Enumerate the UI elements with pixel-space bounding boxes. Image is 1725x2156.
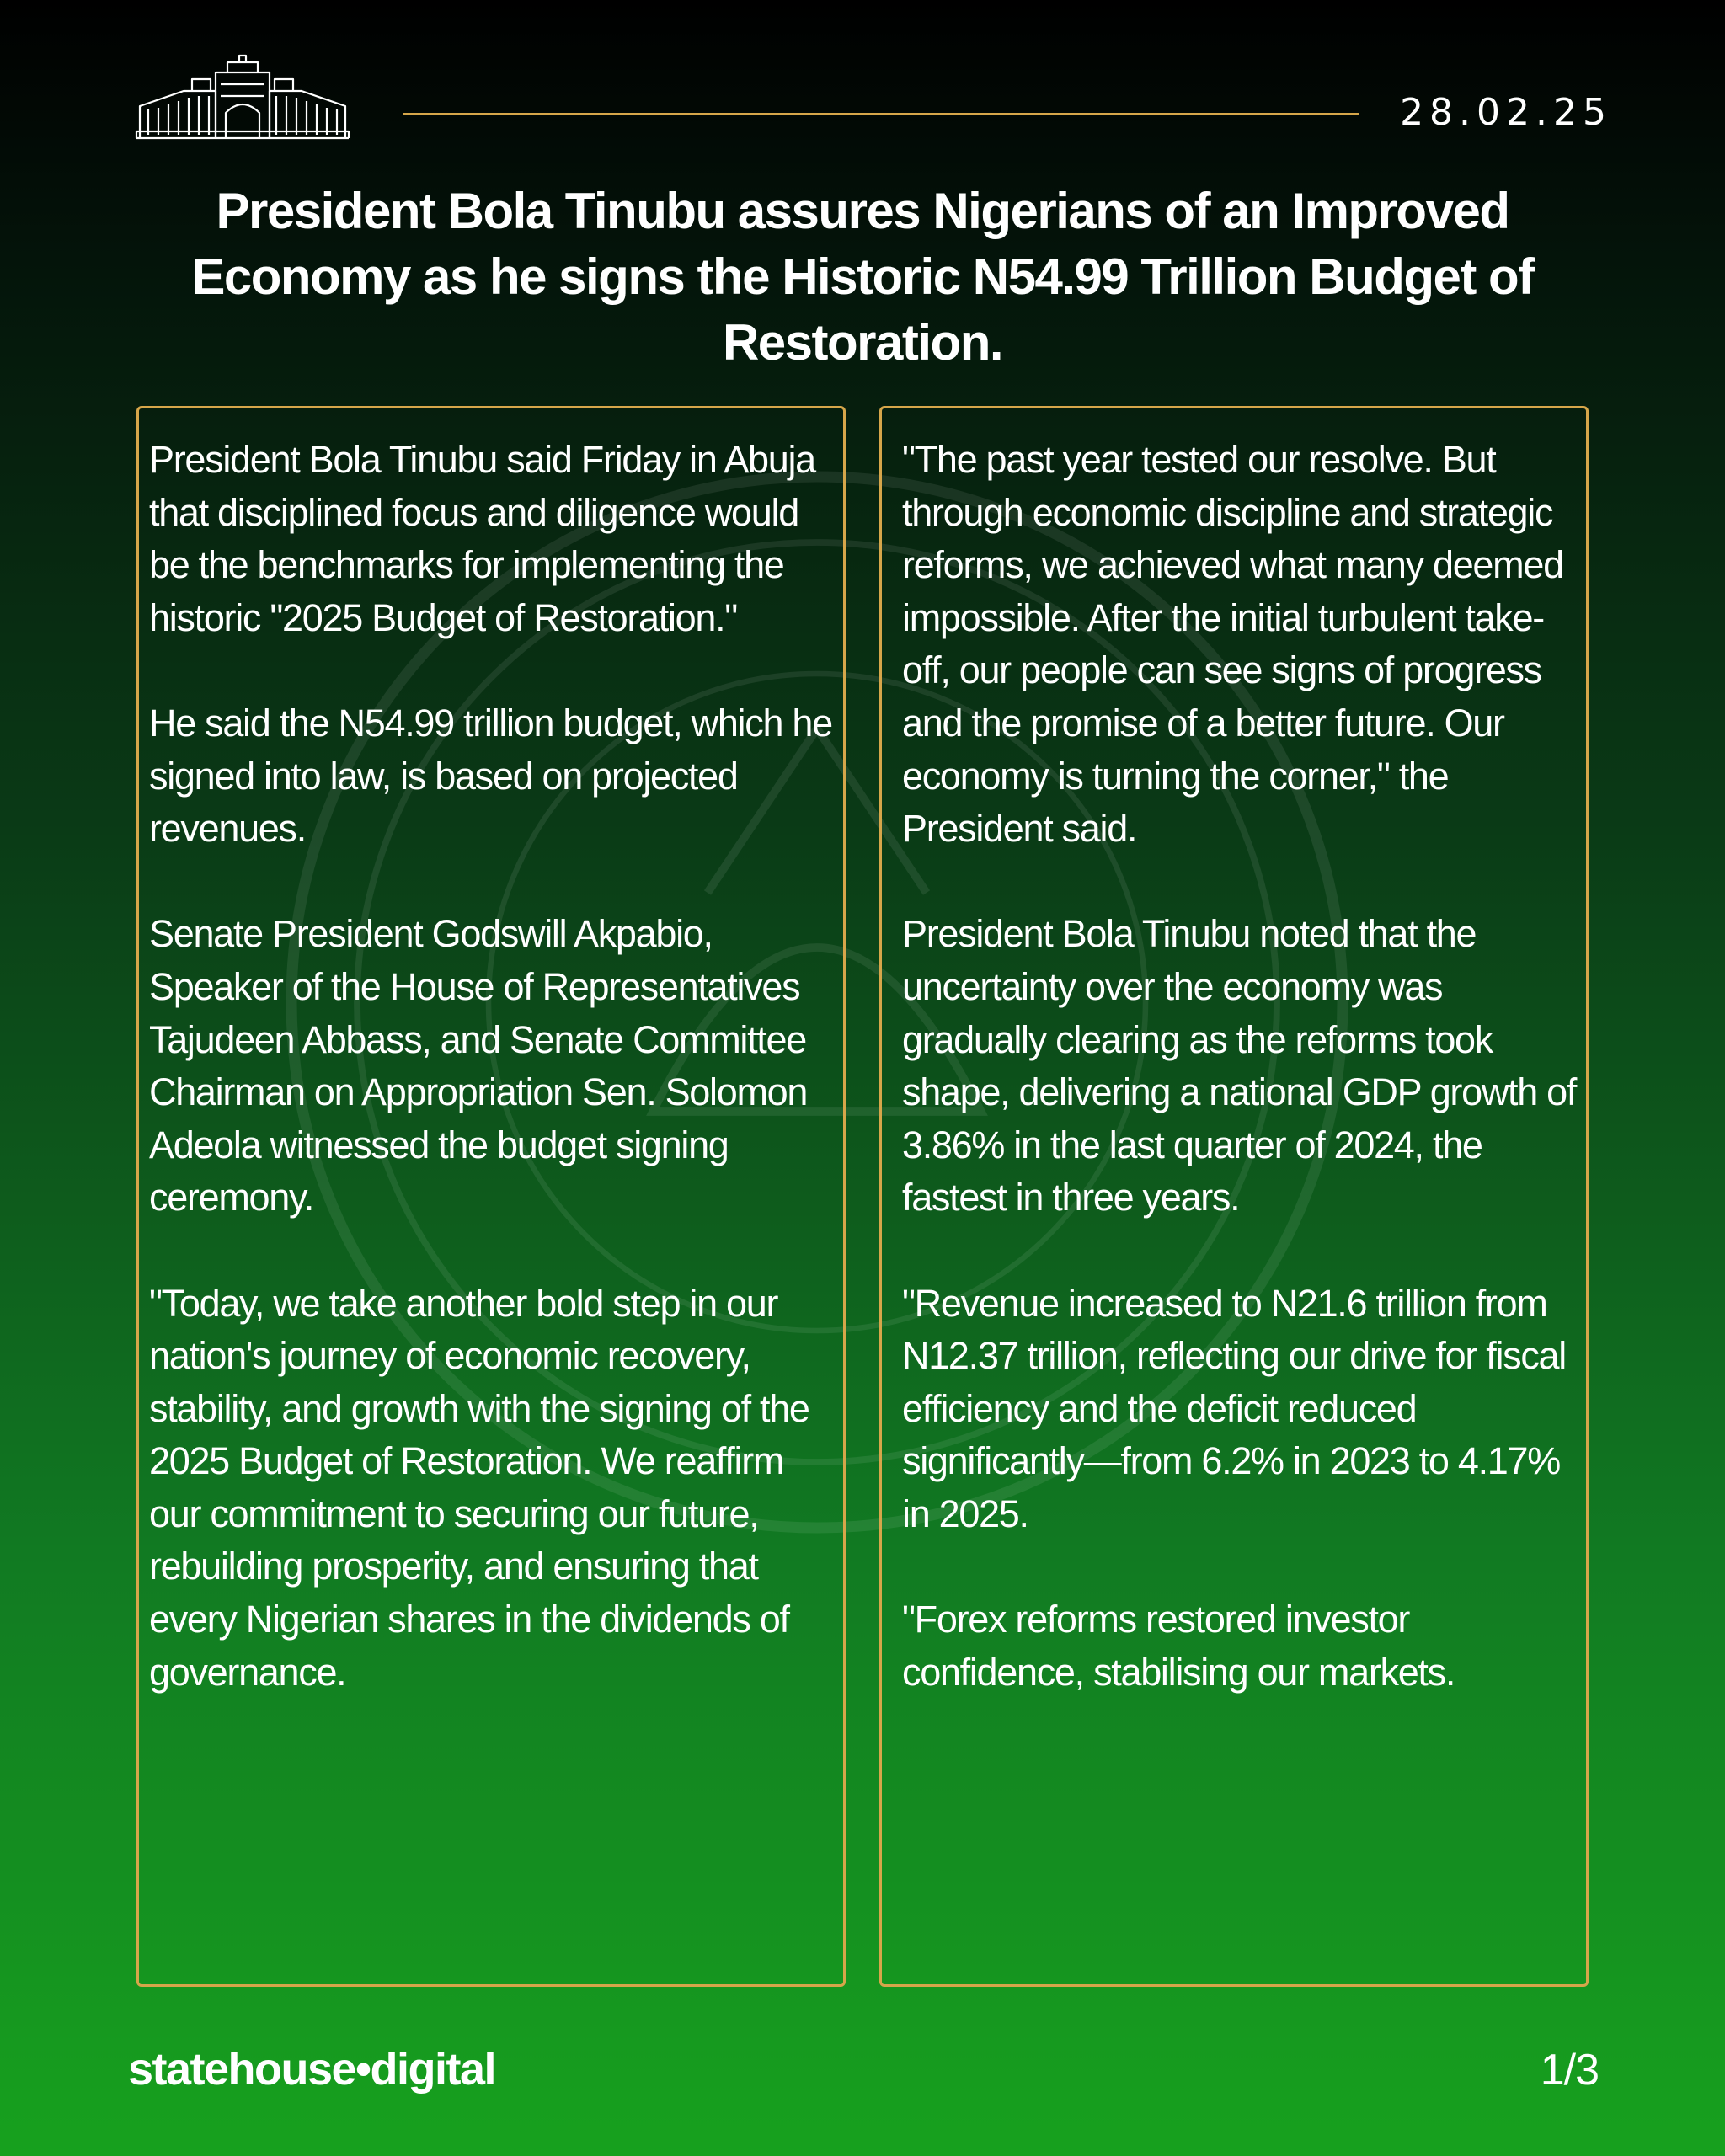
left-text-column — [136, 406, 846, 1987]
left-paragraph-1: President Bola Tinubu said Friday in Abuja that disciplined focus and diligence would be the benchmarks for implementing the historic "2025 Budget of Restoration." — [149, 438, 815, 639]
left-paragraph-3: Senate President Godswill Akpabio, Speaker of the House of Representatives Tajudeen Abbass, and Senate Committee Chairman on Appropriation Sen. Solomon Adeola witnessed the budget signing ceremony. — [149, 912, 808, 1219]
publish-date: 28.02.25 — [1400, 91, 1612, 134]
right-paragraph-2: President Bola Tinubu noted that the uncertainty over the economy was gradually clearing as the reforms took shape, delivering a national GDP growth of 3.86% in the last quarter of 2024, the fastest in three years. — [902, 912, 1577, 1219]
right-paragraph-4: "Forex reforms restored investor confidence, stabilising our markets. — [902, 1598, 1455, 1694]
right-text-column — [879, 406, 1589, 1987]
right-paragraph-1: "The past year tested our resolve. But through economic discipline and strategic reforms, we achieved what many deemed impossible. After the initial turbulent take-off, our people can see signs of progress and the promise of a better future. Our economy is turning the corner," the President said. — [902, 438, 1563, 851]
page-indicator: 1/3 — [1540, 2046, 1599, 2095]
brand-wordmark: statehouse•digital — [128, 2044, 495, 2095]
left-paragraph-4: "Today, we take another bold step in our nation's journey of economic recovery, stability, and growth with the signing of the 2025 Budget of Restoration. We reaffirm our commitment to securing our future, rebuilding prosperity, and ensuring that every Nigerian shares in the dividends of governance. — [149, 1281, 809, 1694]
header-divider — [403, 113, 1359, 115]
headline: President Bola Tinubu assures Nigerians of an Improved Economy as he signs the Historic N54.99 Trillion Budget of Restoration. — [191, 183, 1534, 371]
left-paragraph-2: He said the N54.99 trillion budget, which he signed into law, is based on projected revenues. — [149, 701, 832, 851]
right-paragraph-3: "Revenue increased to N21.6 trillion from N12.37 trillion, reflecting our drive for fiscal efficiency and the deficit reduced significantly—from 6.2% in 2023 to 4.17% in 2025. — [902, 1281, 1566, 1535]
state-house-logo — [133, 54, 352, 141]
